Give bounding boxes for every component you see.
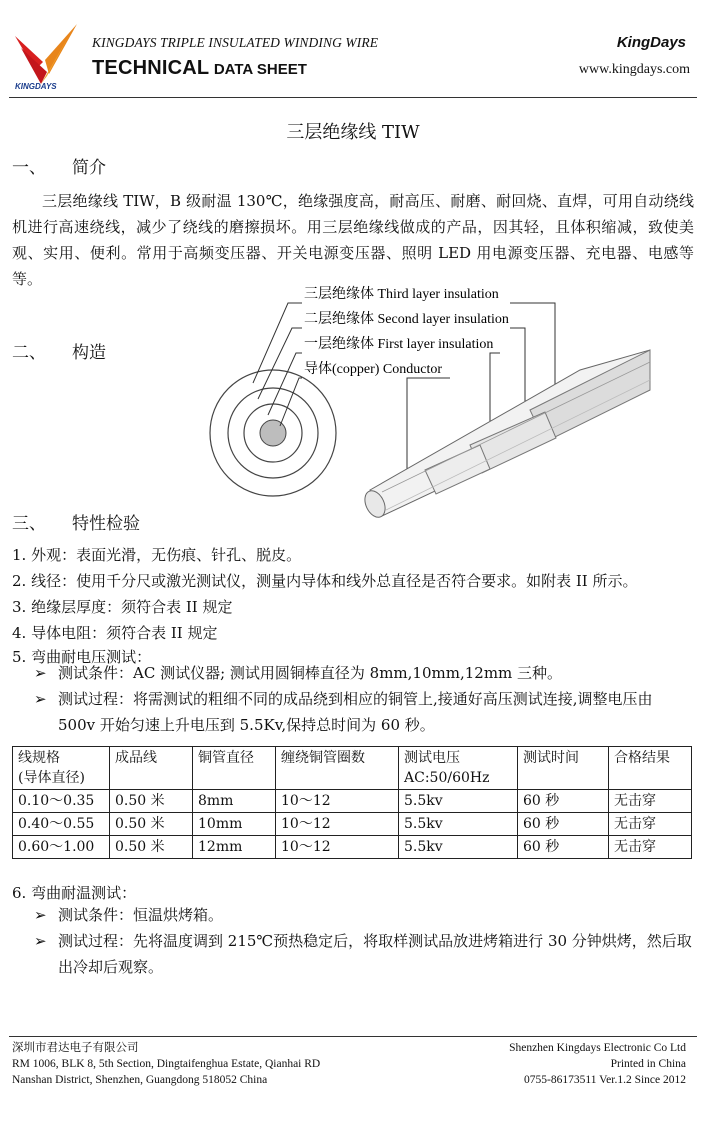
brand-name: KingDays: [616, 34, 686, 51]
section-number: 三、: [12, 514, 46, 534]
table-cell: 8mm: [193, 790, 276, 813]
table-cell: 5.5kv: [399, 813, 518, 836]
arrow-bullet-icon: ➢: [34, 664, 47, 682]
footer-contact-version: 0755-86173511 Ver.1.2 Since 2012: [524, 1074, 686, 1086]
conductor-circle: [260, 420, 286, 446]
wire-structure-diagram: [200, 280, 660, 530]
header-title-small: DATA SHEET: [213, 61, 307, 78]
table-cell: 0.60～1.00: [13, 836, 110, 859]
table-cell: 10～12: [276, 790, 399, 813]
label-third-layer: 三层绝缘体 Third layer insulation: [304, 287, 499, 302]
table-cell: 60 秒: [518, 813, 609, 836]
website-link[interactable]: www.kingdays.com: [578, 62, 690, 77]
logo-text: KINGDAYS: [15, 82, 57, 91]
arrow-bullet-icon: ➢: [34, 906, 47, 924]
table-cell: 无击穿: [609, 836, 692, 859]
table-cell: 0.50 米: [110, 836, 193, 859]
header-title-big: TECHNICAL: [92, 57, 210, 79]
intro-paragraph: 三层绝缘线 TIW，B 级耐温 130℃，绝缘强度高，耐高压、耐磨、耐回烧、直焊，可用自动绕线机进行高速绕线，减少了绕线的磨擦损坏。用三层绝缘线做成的产品，因其轻，且体积缩减，致使美观、实用、便利。常用于高频变压器、开关电源变压器、照明 LED 用电源变压器、充电器、电感等等。: [12, 192, 694, 288]
column-header: 测试时间: [518, 747, 609, 790]
table-cell: 60 秒: [518, 836, 609, 859]
section-title: 简介: [72, 158, 106, 178]
table-header-row: [13, 747, 692, 790]
table-cell: 0.10～0.35: [13, 790, 110, 813]
voltage-test-table: [12, 746, 692, 859]
section-heading-intro: [12, 153, 106, 178]
column-header: 线规格 (导体直径): [13, 747, 110, 790]
table-row: [13, 790, 692, 813]
label-conductor: 导体(copper) Conductor: [304, 362, 443, 377]
list-item: 4. 导体电阻：须符合表 II 规定: [12, 624, 218, 642]
table-cell: 10mm: [193, 813, 276, 836]
section-number: 二、: [12, 343, 46, 363]
list-item: 5. 弯曲耐电压测试：: [12, 648, 152, 666]
bullet-item: [34, 686, 694, 738]
footer-right: [509, 1040, 686, 1088]
column-header: 成品线: [110, 747, 193, 790]
bullet-item: [34, 660, 694, 686]
bullet-item: [34, 928, 694, 980]
section-title: 特性检验: [72, 514, 140, 534]
table-cell: 10～12: [276, 813, 399, 836]
document-title: 三层绝缘线 TIW: [286, 122, 420, 143]
column-header: 缠绕铜管圈数: [276, 747, 399, 790]
table-cell: 0.50 米: [110, 790, 193, 813]
list-item: 2. 线径：使用千分尺或激光测试仪，测量内导体和线外总直径是否符合要求。如附表 II 所示。: [12, 572, 638, 590]
footer-divider: [9, 1036, 697, 1037]
arrow-bullet-icon: ➢: [34, 932, 47, 950]
label-second-layer: 二层绝缘体 Second layer insulation: [304, 312, 509, 327]
kingdays-logo: [11, 22, 81, 94]
table-cell: 10～12: [276, 836, 399, 859]
table-cell: 无击穿: [609, 790, 692, 813]
footer-address-line1: RM 1006, BLK 8, 5th Section, Dingtaifenghua Estate, Qianhai RD: [12, 1058, 321, 1070]
list-item: 3. 绝缘层厚度：须符合表 II 规定: [12, 598, 233, 616]
table-cell: 60 秒: [518, 790, 609, 813]
footer-printed: Printed in China: [610, 1058, 686, 1070]
table-row: [13, 813, 692, 836]
bullet-item: [34, 902, 694, 928]
item6-heading: 6. 弯曲耐温测试：: [12, 884, 137, 902]
section-title: 构造: [72, 343, 106, 363]
header-title: [92, 57, 307, 80]
inspection-list: [12, 542, 696, 668]
table-row: [13, 836, 692, 859]
header-subtitle: KINGDAYS TRIPLE INSULATED WINDING WIRE: [92, 35, 379, 50]
section-number: 一、: [12, 158, 46, 178]
footer-company-cn: 深圳市君达电子有限公司: [12, 1042, 139, 1054]
table-cell: 0.40～0.55: [13, 813, 110, 836]
table-cell: 5.5kv: [399, 790, 518, 813]
footer-address-line2: Nanshan District, Shenzhen, Guangdong 518052 China: [12, 1074, 268, 1086]
bullet-text: 测试过程：将需测试的粗细不同的成品绕到相应的铜管上,接通好高压测试连接,调整电压由 500v 开始匀速上升电压到 5.5Kv,保持总时间为 60 秒。: [58, 690, 653, 734]
header-divider: [9, 97, 697, 98]
table-cell: 12mm: [193, 836, 276, 859]
list-item: 1. 外观：表面光滑，无伤痕、针孔、脱皮。: [12, 546, 302, 564]
bullet-text: 测试条件：恒温烘烤箱。: [58, 906, 224, 924]
column-header: 测试电压 AC:50/60Hz: [399, 747, 518, 790]
arrow-bullet-icon: ➢: [34, 690, 47, 708]
footer-left: [12, 1040, 320, 1088]
table-cell: 5.5kv: [399, 836, 518, 859]
section-heading-inspection: [12, 509, 140, 534]
table-cell: 0.50 米: [110, 813, 193, 836]
bullet-text: 测试条件：AC 测试仪器; 测试用圆铜棒直径为 8mm,10mm,12mm 三种。: [58, 664, 563, 682]
section-heading-structure: [12, 338, 106, 363]
item5-bullets: [34, 660, 694, 738]
table-cell: 无击穿: [609, 813, 692, 836]
label-first-layer: 一层绝缘体 First layer insulation: [304, 337, 494, 352]
column-header: 铜管直径: [193, 747, 276, 790]
bullet-text: 测试过程：先将温度调到 215℃预热稳定后，将取样测试品放进烤箱进行 30 分钟烘烤，然后取出冷却后观察。: [58, 932, 692, 976]
footer-company-en: Shenzhen Kingdays Electronic Co Ltd: [509, 1042, 686, 1054]
item6-bullets: [34, 902, 694, 980]
column-header: 合格结果: [609, 747, 692, 790]
